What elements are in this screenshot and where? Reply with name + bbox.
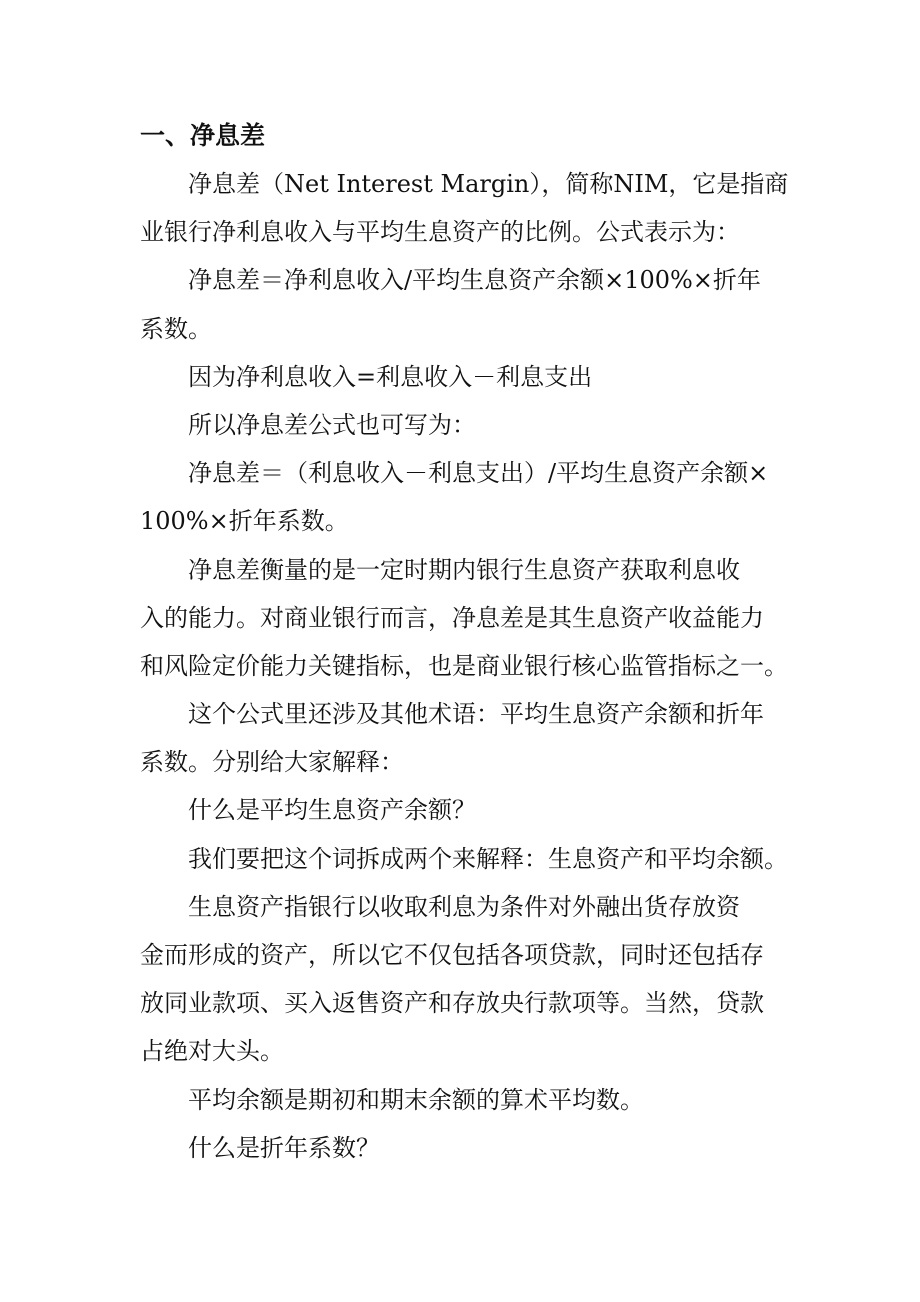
paragraph-line: 因为净利息收入=利息收入－利息支出 [188,362,593,391]
paragraph [140,690,785,786]
paragraph [140,160,789,256]
paragraph-line: 入的能力。对商业银行而言，净息差是其生息资产收益能力 [140,603,764,632]
paragraph-list [140,160,789,1172]
paragraph-line: 金而形成的资产，所以它不仅包括各项贷款，同时还包括存 [140,941,764,969]
section-heading: 一、净息差 [140,121,266,150]
paragraph-line: 净息差（Net Interest Margin），简称NIM，它是指商 [188,170,789,198]
paragraph-line: 占绝对大头。 [140,1037,284,1066]
paragraph-line: 系数。分别给大家解释： [140,748,404,777]
paragraph-line: 和风险定价能力关键指标，也是商业银行核心监管指标之一。 [140,651,788,680]
paragraph [140,401,785,449]
paragraph [140,353,785,401]
paragraph-line: 系数。 [140,314,212,343]
paragraph-line: 净息差＝净利息收入/平均生息资产余额×100%×折年 [188,266,761,295]
paragraph [140,786,785,834]
paragraph-line: 业银行净利息收入与平均生息资产的比例。公式表示为： [140,218,740,247]
paragraph [140,1124,785,1172]
paragraph [140,546,788,691]
document-body [140,112,789,1172]
paragraph [140,449,785,545]
paragraph-line: 净息差衡量的是一定时期内银行生息资产获取利息收 [188,555,740,584]
paragraph-line: 净息差＝（利息收入－利息支出）/平均生息资产余额× [188,459,769,488]
paragraph-line: 生息资产指银行以收取利息为条件对外融出货存放资 [188,892,740,921]
paragraph [140,1076,785,1124]
paragraph-line: 我们要把这个词拆成两个来解释：生息资产和平均余额。 [188,844,788,873]
paragraph [140,835,788,883]
paragraph [140,256,785,352]
paragraph-line: 100%×折年系数。 [140,507,349,536]
paragraph [140,883,785,1076]
paragraph-line: 什么是折年系数？ [188,1133,380,1162]
paragraph-line: 放同业款项、买入返售资产和存放央行款项等。当然，贷款 [140,989,764,1018]
paragraph-line: 这个公式里还涉及其他术语：平均生息资产余额和折年 [188,700,764,729]
paragraph-line: 平均余额是期初和期末余额的算术平均数。 [188,1085,644,1114]
paragraph-line: 什么是平均生息资产余额？ [188,796,476,825]
paragraph-line: 所以净息差公式也可写为： [188,410,476,439]
